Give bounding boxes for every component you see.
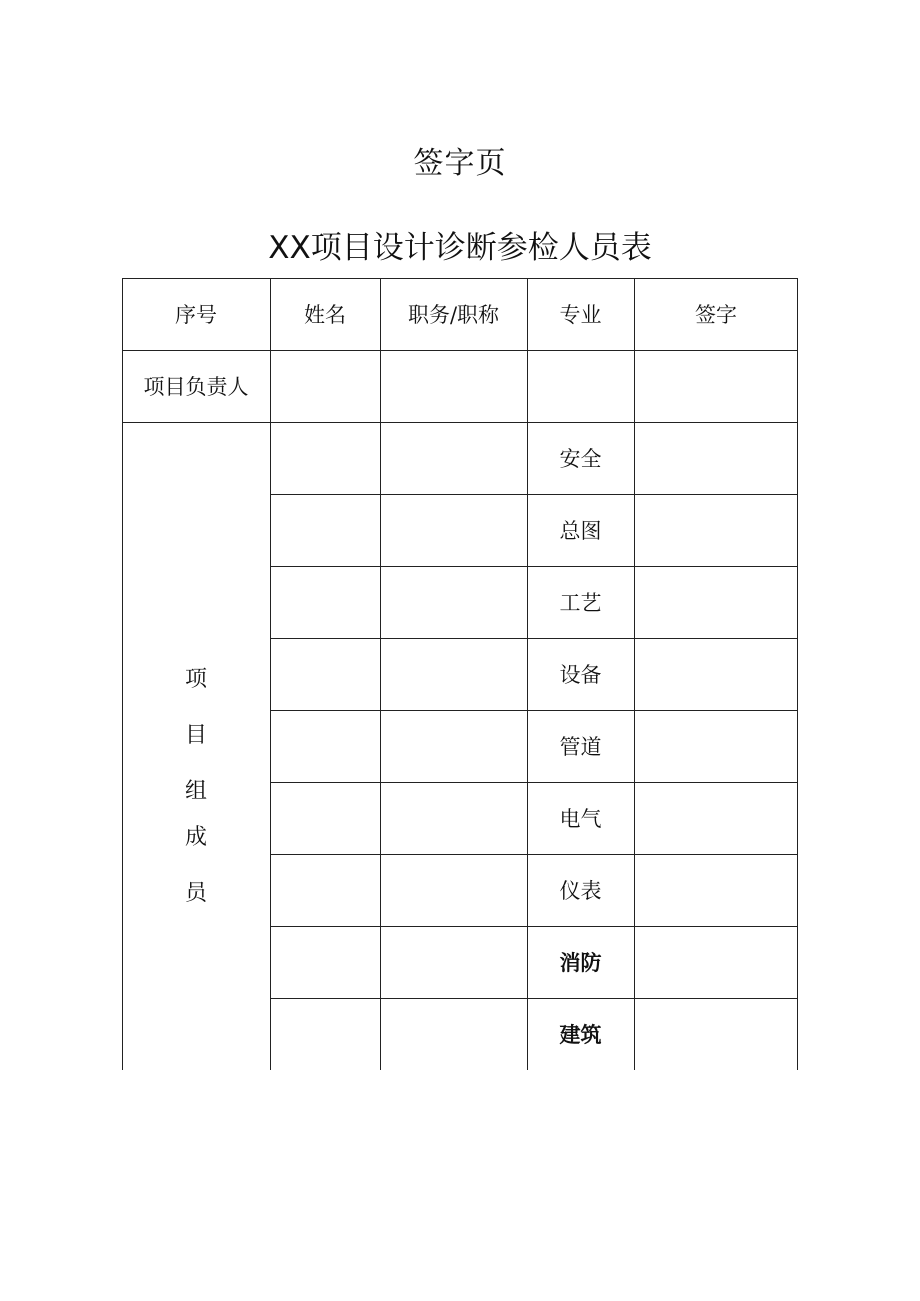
- page-title: 签字页: [413, 146, 507, 181]
- group-label: [122, 662, 270, 916]
- group-label-char: 组: [184, 779, 207, 804]
- row-divider: [270, 854, 798, 855]
- column-divider: [380, 278, 381, 1070]
- row-divider: [270, 782, 798, 783]
- leader-title-cell[interactable]: [380, 350, 527, 422]
- specialty-architecture: 建筑: [559, 1023, 602, 1047]
- specialty-instrument: 仪表: [559, 879, 602, 903]
- row-divider: [270, 998, 798, 999]
- header-seq: 序号: [175, 303, 217, 327]
- row-divider: [122, 422, 798, 423]
- header-specialty: 专业: [559, 303, 602, 327]
- row-divider: [270, 494, 798, 495]
- table-border-top: [122, 278, 798, 279]
- group-label-char: 目: [184, 723, 207, 748]
- column-divider: [527, 278, 528, 1070]
- row-divider: [122, 350, 798, 351]
- header-title: 职务/职称: [407, 303, 500, 327]
- leader-signature-cell[interactable]: [634, 350, 798, 422]
- specialty-equipment: 设备: [559, 663, 602, 687]
- column-divider: [122, 278, 123, 1070]
- row-divider: [270, 638, 798, 639]
- row-divider: [270, 566, 798, 567]
- specialty-process: 工艺: [559, 591, 602, 615]
- specialty-general-layout: 总图: [559, 519, 602, 543]
- group-label-char: 员: [184, 881, 207, 906]
- specialty-electrical: 电气: [559, 807, 602, 831]
- row-divider: [270, 710, 798, 711]
- column-divider: [797, 278, 798, 1070]
- group-label-char: 项: [184, 667, 207, 692]
- column-divider: [634, 278, 635, 1070]
- leader-label: 项目负责人: [143, 375, 249, 399]
- leader-specialty-cell[interactable]: [527, 350, 634, 422]
- group-label-char: 成: [184, 825, 207, 850]
- personnel-table: [122, 278, 798, 1070]
- column-divider: [270, 278, 271, 1070]
- specialty-fire-protection: 消防: [559, 951, 602, 975]
- table-title: XX项目设计诊断参检人员表: [268, 230, 652, 266]
- header-name: 姓名: [304, 303, 346, 327]
- specialty-safety: 安全: [559, 447, 602, 471]
- leader-name-cell[interactable]: [270, 350, 380, 422]
- specialty-piping: 管道: [559, 735, 602, 759]
- row-divider: [270, 926, 798, 927]
- header-signature: 签字: [695, 303, 737, 327]
